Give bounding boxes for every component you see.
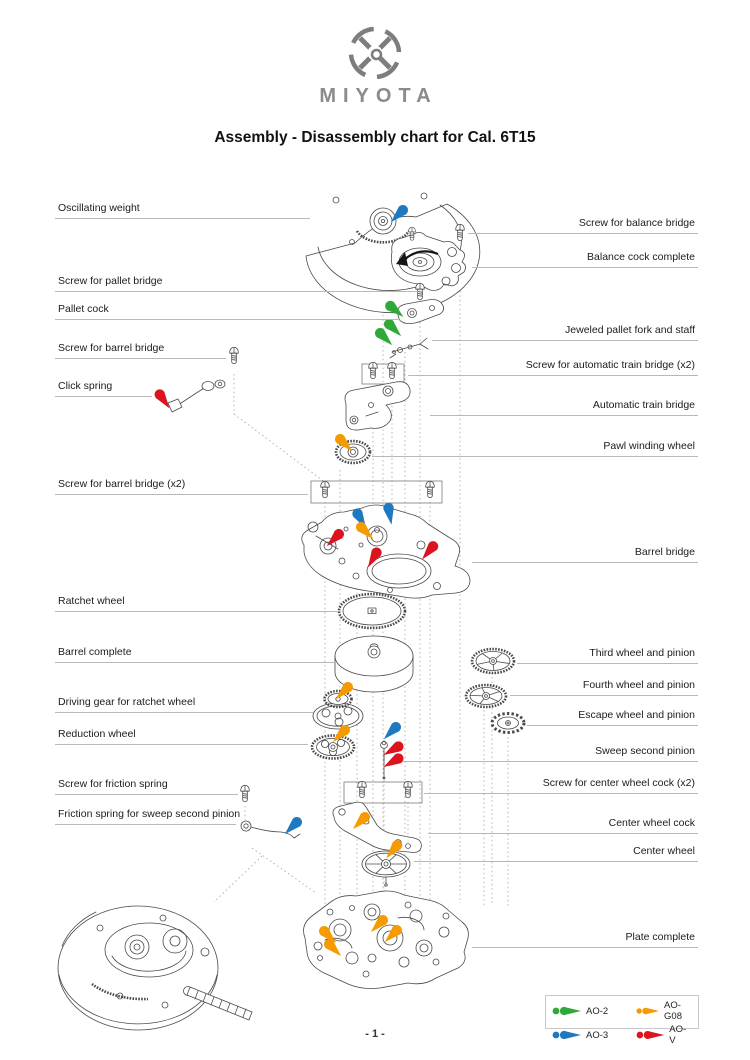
label-jeweled-pallet-fork: Jeweled pallet fork and staff [432,324,698,341]
label-barrel-bridge: Barrel bridge [472,546,698,563]
label-screw-automatic-train-bridge-x2: Screw for automatic train bridge (x2) [408,359,698,376]
screws-barrel-bridge-x2-art [311,481,442,503]
label-barrel-complete: Barrel complete [55,646,334,663]
legend-item-ao3: AO-3 [552,1024,630,1046]
label-automatic-train-bridge: Automatic train bridge [430,399,698,416]
ao2-oil-swatch-icon [552,1006,582,1016]
label-center-wheel: Center wheel [414,845,698,862]
brand-name: MIYOTA [319,85,438,107]
fourth-wheel-art [466,685,506,707]
label-pawl-winding-wheel: Pawl winding wheel [372,440,698,457]
barrel-bridge-art [302,502,470,598]
label-plate-complete: Plate complete [472,931,698,948]
label-screw-pallet-bridge: Screw for pallet bridge [55,275,418,292]
legend-item-ao2: AO-2 [552,1000,630,1022]
label-driving-gear-ratchet-wheel: Driving gear for ratchet wheel [55,696,313,713]
screw-friction-spring-art [241,785,249,801]
page-title: Assembly - Disassembly chart for Cal. 6T15 [214,129,536,146]
label-third-wheel: Third wheel and pinion [517,647,698,664]
label-friction-spring-sweep-second: Friction spring for sweep second pinion [55,808,236,825]
label-escape-wheel: Escape wheel and pinion [527,709,698,726]
ratchet-wheel-art [339,594,405,628]
label-ratchet-wheel: Ratchet wheel [55,595,338,612]
automatic-train-bridge-art [345,382,410,430]
escape-wheel-art [492,714,524,733]
center-wheel-cock-art [333,802,421,852]
label-click-spring: Click spring [55,380,152,397]
plate-complete-art [304,891,469,989]
label-pallet-cock: Pallet cock [55,303,398,320]
label-screw-barrel-bridge: Screw for barrel bridge [55,342,226,359]
page-number: - 1 - [365,1028,385,1040]
label-sweep-second-pinion: Sweep second pinion [403,745,698,762]
click-spring-art [153,380,225,412]
label-oscillating-weight: Oscillating weight [55,202,310,219]
label-screw-center-wheel-cock-x2: Screw for center wheel cock (x2) [424,777,698,794]
label-reduction-wheel: Reduction wheel [55,728,308,745]
label-center-wheel-cock: Center wheel cock [428,817,698,834]
label-balance-cock-complete: Balance cock complete [472,251,698,268]
aog08-oil-swatch-icon [636,1006,660,1016]
label-screw-friction-spring: Screw for friction spring [55,778,238,795]
oil-legend [545,995,699,1046]
third-wheel-art [472,649,514,673]
legend-item-aov: AO-V [636,1024,692,1046]
friction-spring-art [241,815,304,838]
label-screw-balance-bridge: Screw for balance bridge [468,217,698,234]
legend-item-aog08: AO-G08 [636,1000,692,1022]
assembled-movement-art [58,906,252,1030]
label-screw-barrel-bridge-x2: Screw for barrel bridge (x2) [55,478,308,495]
sweep-second-pinion-art [380,720,405,779]
screw-barrel-bridge-art [230,347,238,363]
pawl-winding-wheel-art [333,432,370,463]
label-fourth-wheel: Fourth wheel and pinion [510,679,698,696]
